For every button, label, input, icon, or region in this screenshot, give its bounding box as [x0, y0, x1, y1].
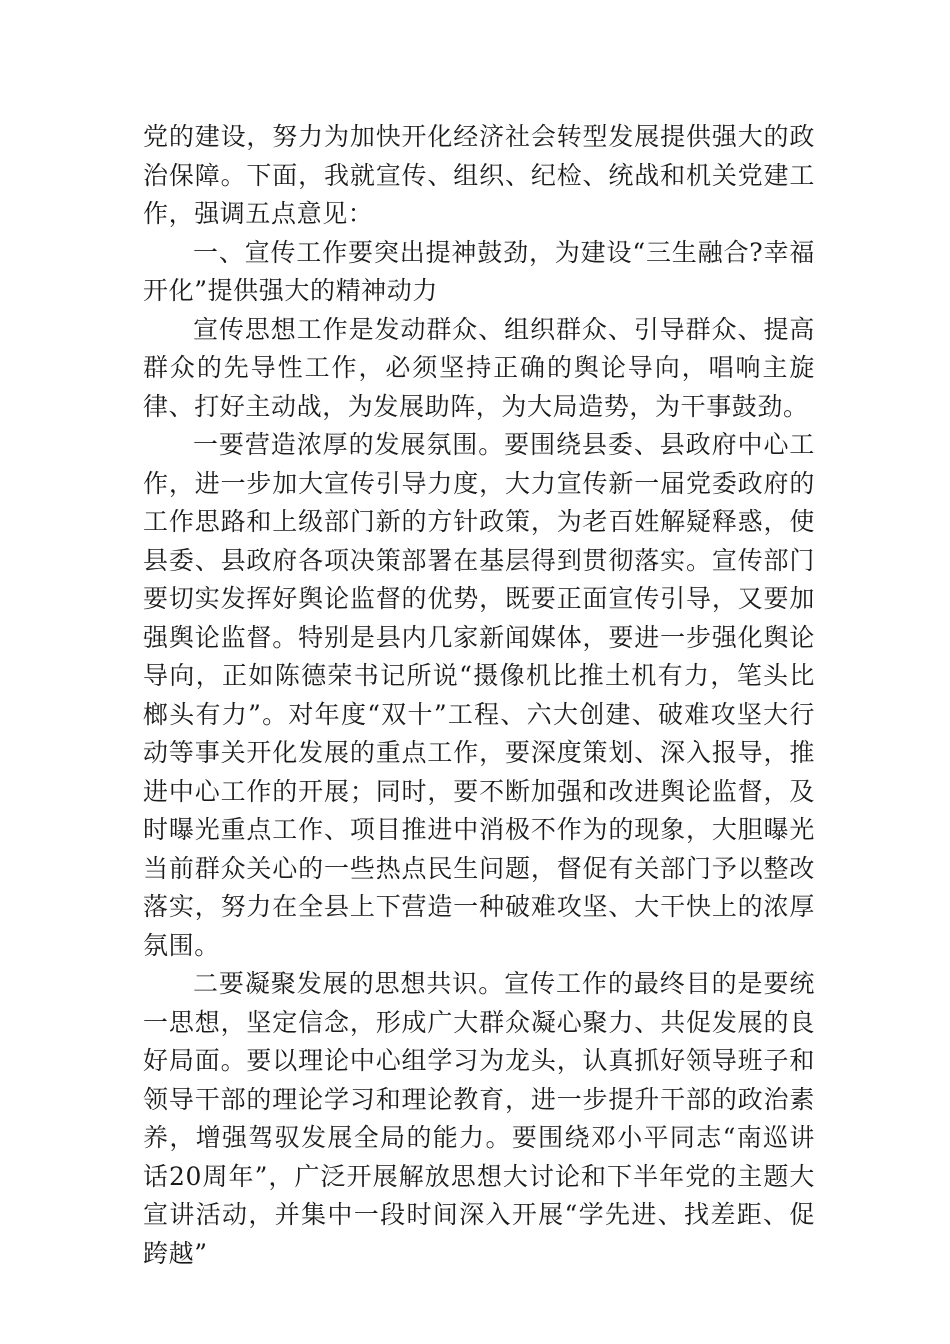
- paragraph-development-atmosphere: 一要营造浓厚的发展氛围。要围绕县委、县政府中心工作，进一步加大宣传引导力度，大力宣传新一届党委政府的工作思路和上级部门新的方针政策，为老百姓解疑释惑，使县委、县政府各项决策部署在基层得到贯彻落实。宣传部门要切实发挥好舆论监督的优势，既要正面宣传引导，又要加强舆论监督。特别是县内几家新闻媒体，要进一步强化舆论导向，正如陈德荣书记所说“摄像机比推土机有力，笔头比榔头有力”。对年度“双十”工程、六大创建、破难攻坚大行动等事关开化发展的重点工作，要深度策划、深入报导，推进中心工作的开展；同时，要不断加强和改进舆论监督，及时曝光重点工作、项目推进中消极不作为的现象，大胆曝光当前群众关心的一些热点民生问题，督促有关部门予以整改落实，努力在全县上下营造一种破难攻坚、大干快上的浓厚氛围。: [143, 430, 815, 960]
- paragraph-ideological-consensus: 二要凝聚发展的思想共识。宣传工作的最终目的是要统一思想，坚定信念，形成广大群众凝心聚力、共促发展的良好局面。要以理论中心组学习为龙头，认真抓好领导班子和领导干部的理论学习和理论教育，进一步提升干部的政治素养，增强驾驭发展全局的能力。要围绕邓小平同志“南巡讲话20周年”，广泛开展解放思想大讨论和下半年党的主题大宣讲活动，并集中一段时间深入开展“学先进、找差距、促跨越”: [143, 969, 815, 1268]
- paragraph-propaganda-overview: 宣传思想工作是发动群众、组织群众、引导群众、提高群众的先导性工作，必须坚持正确的舆论导向，唱响主旋律、打好主动战，为发展助阵，为大局造势，为干事鼓劲。: [143, 314, 815, 421]
- document-body: [143, 118, 815, 1273]
- section-heading-propaganda: 一、宣传工作要突出提神鼓劲，为建设“三生融合?幸福开化”提供强大的精神动力: [143, 237, 815, 305]
- intro-paragraph: 党的建设，努力为加快开化经济社会转型发展提供强大的政治保障。下面，我就宣传、组织、纪检、统战和机关党建工作，强调五点意见：: [143, 122, 815, 228]
